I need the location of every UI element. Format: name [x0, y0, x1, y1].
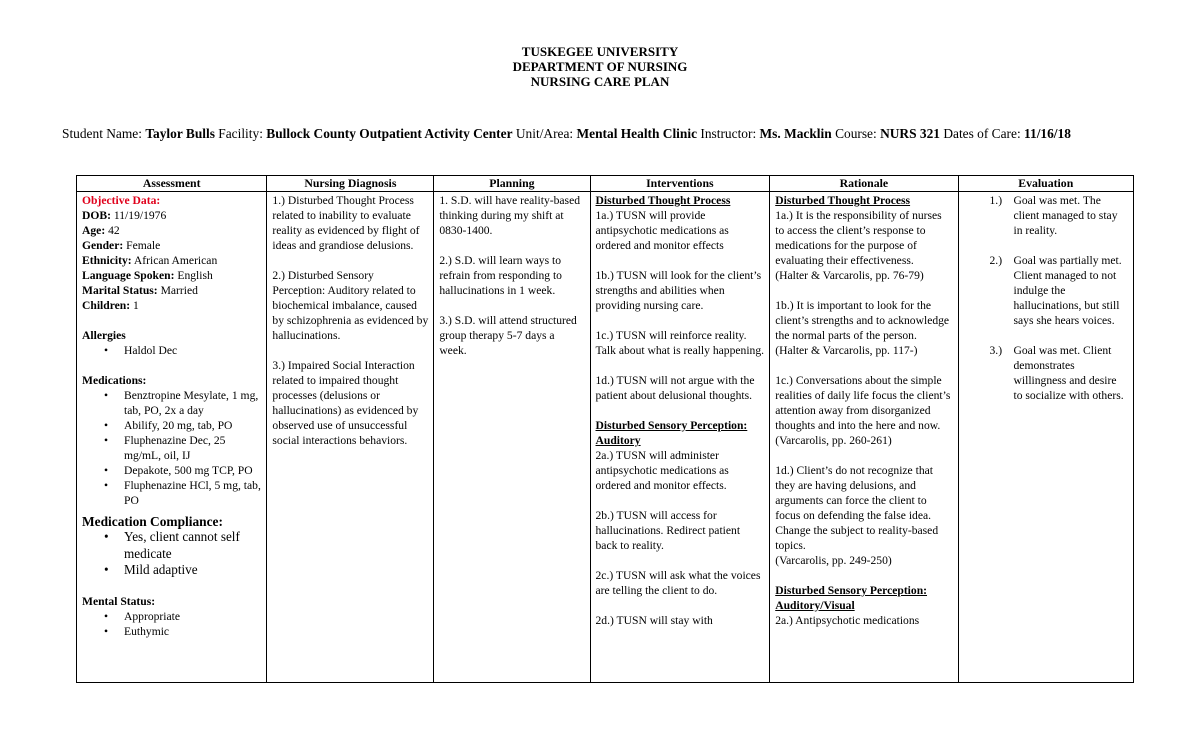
- list-item: [964, 343, 1129, 403]
- table-header-row: [77, 176, 1134, 192]
- age-line: [82, 223, 261, 238]
- children-line: [82, 298, 261, 313]
- allergies-list: [82, 343, 261, 358]
- age-label: Age:: [82, 224, 106, 237]
- interventions-heading-thought-text: Disturbed Thought Process: [595, 194, 731, 207]
- children-label: Children:: [82, 299, 131, 312]
- rationale-item: 2a.) Antipsychotic medications: [775, 614, 920, 627]
- interventions-heading-sensory: [596, 418, 765, 448]
- language-value: English: [177, 269, 213, 282]
- instructor-name: Ms. Macklin: [759, 126, 832, 141]
- column-header-diagnosis: Nursing Diagnosis: [267, 176, 434, 192]
- intervention-item: 2b.) TUSN will access for hallucinations. Redirect patient back to reality.: [595, 509, 741, 552]
- document-header: [0, 44, 1200, 89]
- rationale-heading-thought: [775, 193, 952, 208]
- instructor-label: Instructor:: [700, 126, 757, 141]
- list-item: • Yes, client cannot self medicate: [82, 529, 261, 562]
- intervention-item: 1a.) TUSN will provide antipsychotic medications as ordered and monitor effects: [595, 209, 729, 252]
- facility-name: Bullock County Outpatient Activity Center: [266, 126, 513, 141]
- children-value: 1: [133, 299, 139, 312]
- rationale-item: 1d.) Client’s do not recognize that they are having delusions, and arguments can force the client to focus on defending the false idea. Change the subject to reality-based topics.: [775, 464, 939, 552]
- diagnosis-cell: [267, 192, 434, 683]
- intervention-item: 1d.) TUSN will not argue with the patient about delusional thoughts.: [595, 374, 755, 402]
- table-body-row: [77, 192, 1134, 683]
- evaluation-number: 1.): [989, 194, 1003, 207]
- objective-data-heading: Objective Data:: [82, 194, 161, 207]
- mental-status-heading: [82, 594, 261, 609]
- unit-label: Unit/Area:: [515, 126, 574, 141]
- column-header-planning: Planning: [434, 176, 590, 192]
- column-header-interventions: Interventions: [590, 176, 770, 192]
- document-title: NURSING CARE PLAN: [530, 74, 670, 89]
- rationale-heading-sensory-text: Disturbed Sensory Perception: Auditory/Visual: [775, 584, 928, 612]
- medications-heading: [82, 373, 261, 388]
- rationale-heading-sensory: [775, 583, 952, 613]
- intervention-item: 2c.) TUSN will ask what the voices are telling the client to do.: [595, 569, 761, 597]
- list-item: • Abilify, 20 mg, tab, PO: [82, 418, 261, 433]
- rationale-reference: (Halter & Varcarolis, pp. 76-79): [775, 269, 924, 282]
- intervention-item: 1b.) TUSN will look for the client’s strengths and abilities when providing nursing care.: [595, 269, 762, 312]
- interventions-heading-sensory-text: Disturbed Sensory Perception: Auditory: [595, 419, 748, 447]
- diagnosis-item: 1.) Disturbed Thought Process related to inability to evaluate reality as evidenced by flight of ideas and grandiose delusions.: [272, 194, 420, 252]
- evaluation-cell: [958, 192, 1134, 683]
- allergies-heading: [82, 328, 261, 343]
- course-label: Course:: [835, 126, 877, 141]
- medications-label: Medications:: [82, 374, 147, 387]
- student-name: Taylor Bulls: [145, 126, 215, 141]
- diagnosis-item: 2.) Disturbed Sensory Perception: Auditory related to biochemical imbalance, caused by schizophrenia as evidenced by hallucinations.: [272, 269, 429, 342]
- rationale-heading-thought-text: Disturbed Thought Process: [775, 194, 911, 207]
- rationale-reference: (Varcarolis, pp. 260-261): [775, 434, 892, 447]
- rationale-reference: (Varcarolis, pp. 249-250): [775, 554, 892, 567]
- column-header-rationale: Rationale: [770, 176, 958, 192]
- language-line: [82, 268, 261, 283]
- planning-item: 2.) S.D. will learn ways to refrain from responding to hallucinations in 1 week.: [439, 254, 562, 297]
- dates-label: Dates of Care:: [943, 126, 1021, 141]
- student-info-line: [62, 126, 1152, 142]
- student-name-label: Student Name:: [62, 126, 142, 141]
- diagnosis-item: 3.) Impaired Social Interaction related to impaired thought processes (delusions or hallucinations) as evidenced by observed use of unsuccessful social interactions behaviors.: [272, 359, 419, 447]
- university-title: TUSKEGEE UNIVERSITY: [521, 44, 679, 59]
- course-code: NURS 321: [880, 126, 940, 141]
- dob-line: [82, 208, 261, 223]
- allergies-label: Allergies: [82, 329, 126, 342]
- list-item: • Euthymic: [82, 624, 261, 639]
- rationale-cell: [770, 192, 958, 683]
- medications-list: [82, 388, 261, 508]
- rationale-item: 1a.) It is the responsibility of nurses to access the client’s response to medications for the purpose of evaluating their effectiveness.: [775, 209, 942, 267]
- dates-of-care: 11/16/18: [1024, 126, 1071, 141]
- evaluation-text: Goal was partially met. Client managed to not indulge the hallucinations, but still says she hears voices.: [1013, 254, 1122, 327]
- language-label: Language Spoken:: [82, 269, 175, 282]
- dob-label: DOB:: [82, 209, 111, 222]
- marital-line: [82, 283, 261, 298]
- list-item: • Depakote, 500 mg TCP, PO: [82, 463, 261, 478]
- planning-cell: [434, 192, 590, 683]
- assessment-cell: [77, 192, 267, 683]
- list-item: • Appropriate: [82, 609, 261, 624]
- list-item: • Fluphenazine HCl, 5 mg, tab, PO: [82, 478, 261, 508]
- list-item: [964, 253, 1129, 328]
- unit-name: Mental Health Clinic: [576, 126, 698, 141]
- list-item: • Mild adaptive: [82, 562, 261, 579]
- list-item: [964, 193, 1129, 238]
- intervention-item: 2d.) TUSN will stay with: [595, 614, 713, 627]
- rationale-item: 1b.) It is important to look for the client’s strengths and to acknowledge the normal parts of the person.: [775, 299, 950, 342]
- mental-status-label: Mental Status:: [82, 594, 156, 608]
- planning-item: 3.) S.D. will attend structured group therapy 5-7 days a week.: [439, 314, 577, 357]
- department-title: DEPARTMENT OF NURSING: [512, 59, 688, 74]
- facility-label: Facility:: [218, 126, 263, 141]
- intervention-item: 2a.) TUSN will administer antipsychotic medications as ordered and monitor effects.: [595, 449, 729, 492]
- column-header-assessment: Assessment: [77, 176, 267, 192]
- marital-label: Marital Status:: [82, 284, 158, 297]
- evaluation-list: [964, 193, 1129, 403]
- compliance-list: [82, 529, 261, 579]
- gender-value: Female: [126, 239, 161, 252]
- rationale-reference: (Halter & Varcarolis, pp. 117-): [775, 344, 918, 357]
- mental-status-list: [82, 609, 261, 639]
- compliance-heading: Medication Compliance:: [82, 514, 223, 529]
- dob-value: 11/19/1976: [113, 209, 167, 222]
- rationale-item: 1c.) Conversations about the simple realities of daily life focus the client’s attention away from disorganized thoughts and into the here and now.: [775, 374, 951, 432]
- planning-item: 1. S.D. will have reality-based thinking during my shift at 0830-1400.: [439, 194, 581, 237]
- list-item: • Fluphenazine Dec, 25 mg/mL, oil, IJ: [82, 433, 261, 463]
- list-item: • Benztropine Mesylate, 1 mg, tab, PO, 2x a day: [82, 388, 261, 418]
- ethnicity-label: Ethnicity:: [82, 254, 132, 267]
- age-value: 42: [108, 224, 120, 237]
- gender-line: [82, 238, 261, 253]
- evaluation-text: Goal was met. Client demonstrates willingness and desire to socialize with others.: [1013, 344, 1124, 402]
- care-plan-table: [76, 175, 1134, 683]
- intervention-item: 1c.) TUSN will reinforce reality. Talk about what is really happening.: [595, 329, 765, 357]
- ethnicity-value: African American: [133, 254, 218, 267]
- ethnicity-line: [82, 253, 261, 268]
- evaluation-number: 3.): [989, 344, 1003, 357]
- marital-value: Married: [160, 284, 198, 297]
- interventions-heading-thought: [596, 193, 765, 208]
- gender-label: Gender:: [82, 239, 124, 252]
- list-item: • Haldol Dec: [82, 343, 261, 358]
- evaluation-text: Goal was met. The client managed to stay in reality.: [1013, 194, 1118, 237]
- evaluation-number: 2.): [989, 254, 1003, 267]
- interventions-cell: [590, 192, 770, 683]
- column-header-evaluation: Evaluation: [958, 176, 1134, 192]
